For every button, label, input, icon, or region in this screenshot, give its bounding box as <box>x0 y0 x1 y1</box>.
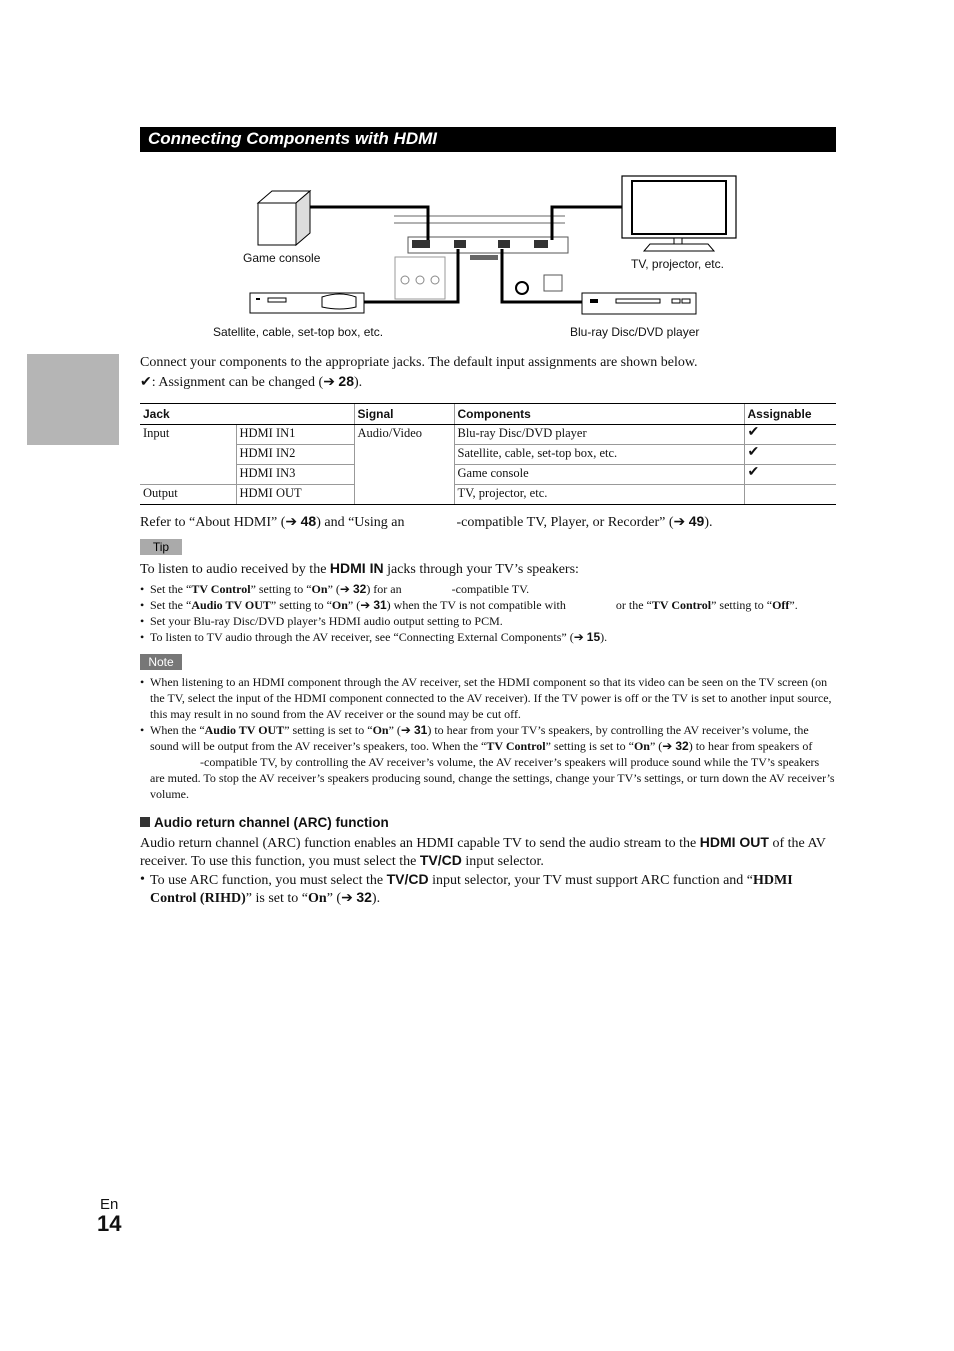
page-ref[interactable]: 31 <box>413 723 428 737</box>
header-signal: Signal <box>354 404 454 425</box>
table-row <box>140 485 836 505</box>
assignable-check: ✔ <box>744 465 836 485</box>
arrow-icon: ➔ <box>400 723 411 737</box>
assignable-check: ✔ <box>744 425 836 445</box>
arrow-icon: ➔ <box>323 375 335 390</box>
arc-bullet: • To use ARC function, you must select the TV/CD input selector, your TV must support ARC function and “HDMI Control (RIHD)” is set to “On” (➔ 32). <box>140 871 840 907</box>
signal-type: Audio/Video <box>354 425 454 505</box>
tip-tag: Tip <box>140 539 182 555</box>
header-assignable: Assignable <box>744 404 836 425</box>
game-console-illustration <box>258 191 310 245</box>
page-ref[interactable]: 32 <box>356 889 372 905</box>
arrow-icon: ➔ <box>339 582 350 596</box>
section-title: Connecting Components with HDMI <box>148 129 437 148</box>
tip-list <box>140 581 836 645</box>
jack-name: HDMI IN3 <box>236 465 354 485</box>
component-name: Satellite, cable, set-top box, etc. <box>454 445 744 465</box>
jack-name: HDMI IN1 <box>236 425 354 445</box>
arrow-icon: ➔ <box>573 630 584 644</box>
square-bullet-icon <box>140 817 150 827</box>
page-ref[interactable]: 48 <box>300 513 317 529</box>
component-name: Blu-ray Disc/DVD player <box>454 425 744 445</box>
intro-line-1: Connect your components to the appropriate jacks. The default input assignments are shown below. <box>140 355 698 370</box>
list-item: • To listen to TV audio through the AV receiver, see “Connecting External Components” (➔ 15). <box>140 629 836 645</box>
list-item: • Set the “Audio TV OUT” setting to “On” (➔ 31) when the TV is not compatible with or the “TV Control” setting to “Off”. <box>140 597 836 613</box>
jack-group: Input <box>143 426 170 440</box>
refer-text: Refer to “About HDMI” (➔ 48) and “Using an -compatible TV, Player, or Recorder” (➔ 49). <box>140 513 713 530</box>
side-tab <box>27 354 119 445</box>
connection-diagram <box>200 165 760 345</box>
set-top-box-illustration <box>250 293 364 313</box>
list-item: • When the “Audio TV OUT” setting is set to “On” (➔ 31) to hear from your TV’s speakers, by controlling the AV receiver’s volume, the sound will be output from the AV receiver’s speakers, too. When the “TV Control” setting is set to “On” (➔ 32) to hear from speakers of-compatible TV, by controlling the AV receiver’s volume, the AV receiver’s speakers will produce sound while the TV’s speakers are muted. To stop the AV receiver’s speakers producing sound, change the settings, change your TV’s settings, or turn down the AV receiver’s volume. <box>140 722 836 802</box>
tip-lead: To listen to audio received by the HDMI IN jacks through your TV’s speakers: <box>140 560 579 577</box>
section-header <box>140 127 836 152</box>
bluray-illustration <box>582 293 696 314</box>
jack-name: HDMI OUT <box>236 485 354 505</box>
page-language: En <box>100 1196 119 1213</box>
assignable-check <box>744 485 836 505</box>
list-item: • Set your Blu-ray Disc/DVD player’s HDMI audio output setting to PCM. <box>140 613 836 629</box>
arc-paragraph: Audio return channel (ARC) function enables an HDMI capable TV to send the audio stream to the HDMI OUT of the AV receiver. To use this function, you must select the TV/CD input selector. <box>140 834 826 869</box>
tv-label: TV, projector, etc. <box>631 257 724 271</box>
page-number: 14 <box>97 1211 122 1236</box>
jack-assignment-table <box>140 403 836 505</box>
arrow-icon: ➔ <box>673 515 686 530</box>
note-list <box>140 674 836 802</box>
page-ref[interactable]: 49 <box>688 513 705 529</box>
game-console-label: Game console <box>243 251 321 265</box>
jack-name: HDMI IN2 <box>236 445 354 465</box>
list-item: • Set the “TV Control” setting to “On” (➔ 32) for an -compatible TV. <box>140 581 836 597</box>
arrow-icon: ➔ <box>341 891 353 906</box>
intro-text <box>140 353 698 392</box>
intro-line-2: ✔: Assignment can be changed (➔ 28). <box>140 373 363 390</box>
table-row <box>140 445 836 465</box>
component-name: TV, projector, etc. <box>454 485 744 505</box>
jack-group: Output <box>140 485 236 505</box>
page-ref[interactable]: 32 <box>352 582 367 596</box>
arrow-icon: ➔ <box>360 598 371 612</box>
arc-heading: Audio return channel (ARC) function <box>140 815 389 830</box>
page-ref[interactable]: 31 <box>373 598 387 612</box>
tv-illustration <box>622 176 736 251</box>
assignable-check: ✔ <box>744 445 836 465</box>
table-header-row <box>140 404 836 425</box>
table-row <box>140 465 836 485</box>
bluray-label: Blu-ray Disc/DVD player <box>570 325 700 339</box>
page-ref[interactable]: 28 <box>338 373 354 389</box>
header-components: Components <box>454 404 744 425</box>
list-item: • When listening to an HDMI component through the AV receiver, set the HDMI component so that its video can be seen on the TV screen (on the TV, select the input of the HDMI component connected to the AV receiver). If the TV power is off or the TV is set to another input source, this may result in no sound from the AV receiver or the sound may be cut off. <box>140 674 836 722</box>
arrow-icon: ➔ <box>285 515 298 530</box>
note-tag: Note <box>140 654 182 670</box>
set-top-box-label: Satellite, cable, set-top box, etc. <box>213 325 384 339</box>
jack-group <box>140 465 236 485</box>
receiver-panel-illustration <box>394 216 568 299</box>
page-ref[interactable]: 15 <box>586 630 601 644</box>
hdmi-cables <box>310 207 622 302</box>
jack-group <box>140 445 236 465</box>
component-name: Game console <box>454 465 744 485</box>
page-ref[interactable]: 32 <box>675 739 689 753</box>
arrow-icon: ➔ <box>662 739 673 753</box>
header-jack: Jack <box>140 404 354 425</box>
table-row <box>140 425 836 445</box>
